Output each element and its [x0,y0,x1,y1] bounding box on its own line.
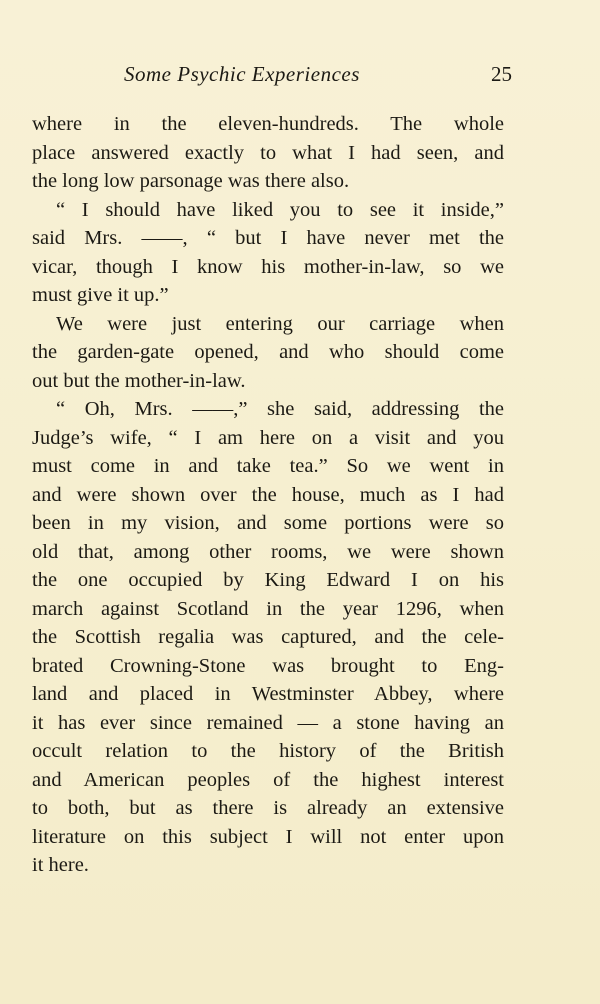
text-line: to both, but as there is already an extensive [32,797,504,819]
text-line: old that, among other rooms, we were shown [32,540,504,563]
text-line: brated Crowning-Stone was brought to Eng- [32,654,504,677]
text-line: the long low parsonage was there also. [32,170,350,192]
text-line: “ Oh, Mrs. ——,” she said, addressing the [56,398,504,420]
text-line: the Scottish regalia was captured, and the cele- [32,626,504,648]
text-line: literature on this subject I will not enter upon [32,825,504,848]
text-line: the one occupied by King Edward I on his [32,569,504,591]
text-line: Judge’s wife, “ I am here on a visit and you [32,426,504,449]
text-line: place answered exactly to what I had seen, and [32,141,504,164]
page-number: 25 [491,62,512,86]
text-line: out but the mother-in-law. [32,369,246,392]
text-line: been in my vision, and some portions were so [32,512,504,534]
text-line: We were just entering our carriage when [56,312,504,335]
body-text [32,110,504,880]
text-line: must come in and take tea.” So we went in [32,455,504,477]
text-line: it has ever since remained — a stone having an [32,711,504,734]
text-line: “ I should have liked you to see it inside,” [56,198,504,221]
text-line: vicar, though I know his mother-in-law, so we [32,255,504,278]
text-line: it here. [32,854,89,876]
text-line: said Mrs. ——, “ but I have never met the [32,227,504,249]
text-line: and American peoples of the highest interest [32,768,504,791]
text-line: the garden-gate opened, and who should come [32,341,504,363]
text-line: and were shown over the house, much as I had [32,483,504,506]
text-line: occult relation to the history of the British [32,740,504,762]
text-line: land and placed in Westminster Abbey, where [32,683,504,705]
page-header [32,56,512,92]
text-line: must give it up.” [32,284,169,306]
text-line: where in the eleven-hundreds. The whole [32,113,504,135]
running-title: Some Psychic Experiences [124,62,360,86]
text-line: march against Scotland in the year 1296, when [32,597,504,620]
